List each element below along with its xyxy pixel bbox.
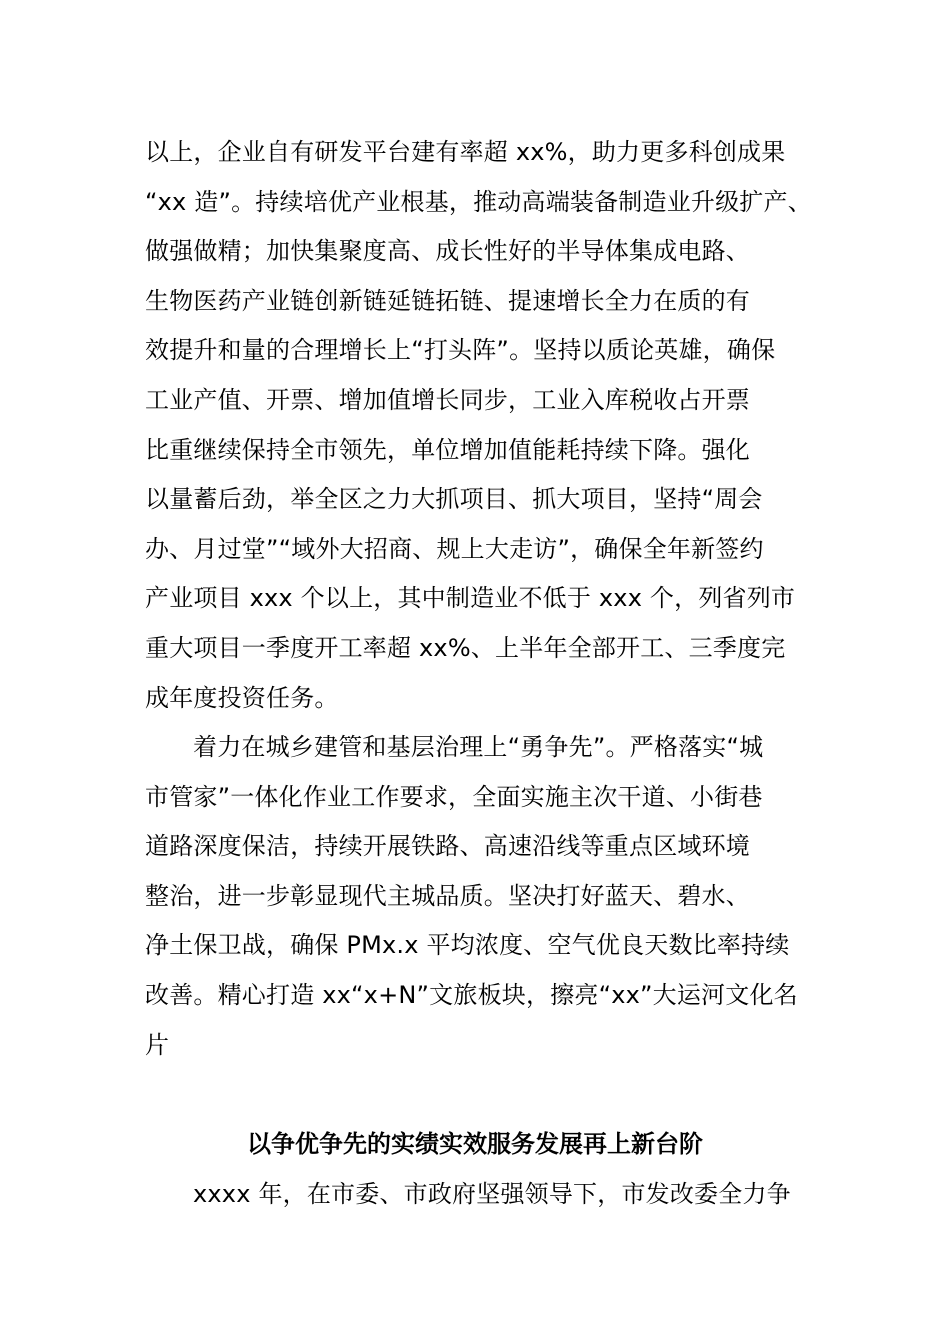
text-line: 比重继续保持全市领先，单位增加值能耗持续下降。强化 [145,435,750,464]
text-line: 着力在城乡建管和基层治理上“勇争先”。严格落实“城 [193,733,764,761]
text-line: 做强做精；加快集聚度高、成长性好的半导体集成电路、 [145,237,750,266]
text-line: 整治，进一步彰显现代主城品质。坚决打好蓝天、碧水、 [145,881,750,910]
text-line: 改善。精心打造 xx“x+N”文旅板块，擦亮“xx”大运河文化名 [145,980,798,1009]
text-line: 产业项目 xxx 个以上，其中制造业不低于 xxx 个，列省列市 [145,584,796,613]
text-line: 成年度投资任务。 [145,683,339,712]
text-line: 市管家”一体化作业工作要求，全面实施主次干道、小街巷 [145,782,763,811]
text-line: 道路深度保洁，持续开展铁路、高速沿线等重点区域环境 [145,832,750,861]
text-line: 效提升和量的合理增长上“打头阵”。坚持以质论英雄，确保 [145,336,776,365]
text-line: 生物医药产业链创新链延链拓链、提速增长全力在质的有 [145,286,750,315]
paragraph-urban-governance [145,723,815,1070]
text-line: 办、月过堂”“域外大招商、规上大走访”，确保全年新签约 [145,534,764,563]
text-line: 以量蓄后劲，举全区之力大抓项目、抓大项目，坚持“周会 [145,485,763,514]
text-line: 净土保卫战，确保 PMx.x 平均浓度、空气优良天数比率持续 [145,931,790,960]
text-line: 工业产值、开票、增加值增长同步，工业入库税收占开票 [145,385,750,414]
paragraph-section-intro [145,1170,815,1220]
paragraph-continuation [145,128,815,723]
text-line: 重大项目一季度开工率超 xx%、上半年全部开工、三季度完 [145,633,786,662]
section-heading: 以争优争先的实绩实效服务发展再上新台阶 [247,1130,703,1158]
text-line: “xx 造”。持续培优产业根基，推动高端装备制造业升级扩产、 [145,187,812,216]
text-line: xxxx 年，在市委、市政府坚强领导下，市发改委全力争 [193,1180,791,1208]
text-line: 以上，企业自有研发平台建有率超 xx%，助力更多科创成果 [145,138,786,166]
text-line: 片 [145,1030,170,1059]
